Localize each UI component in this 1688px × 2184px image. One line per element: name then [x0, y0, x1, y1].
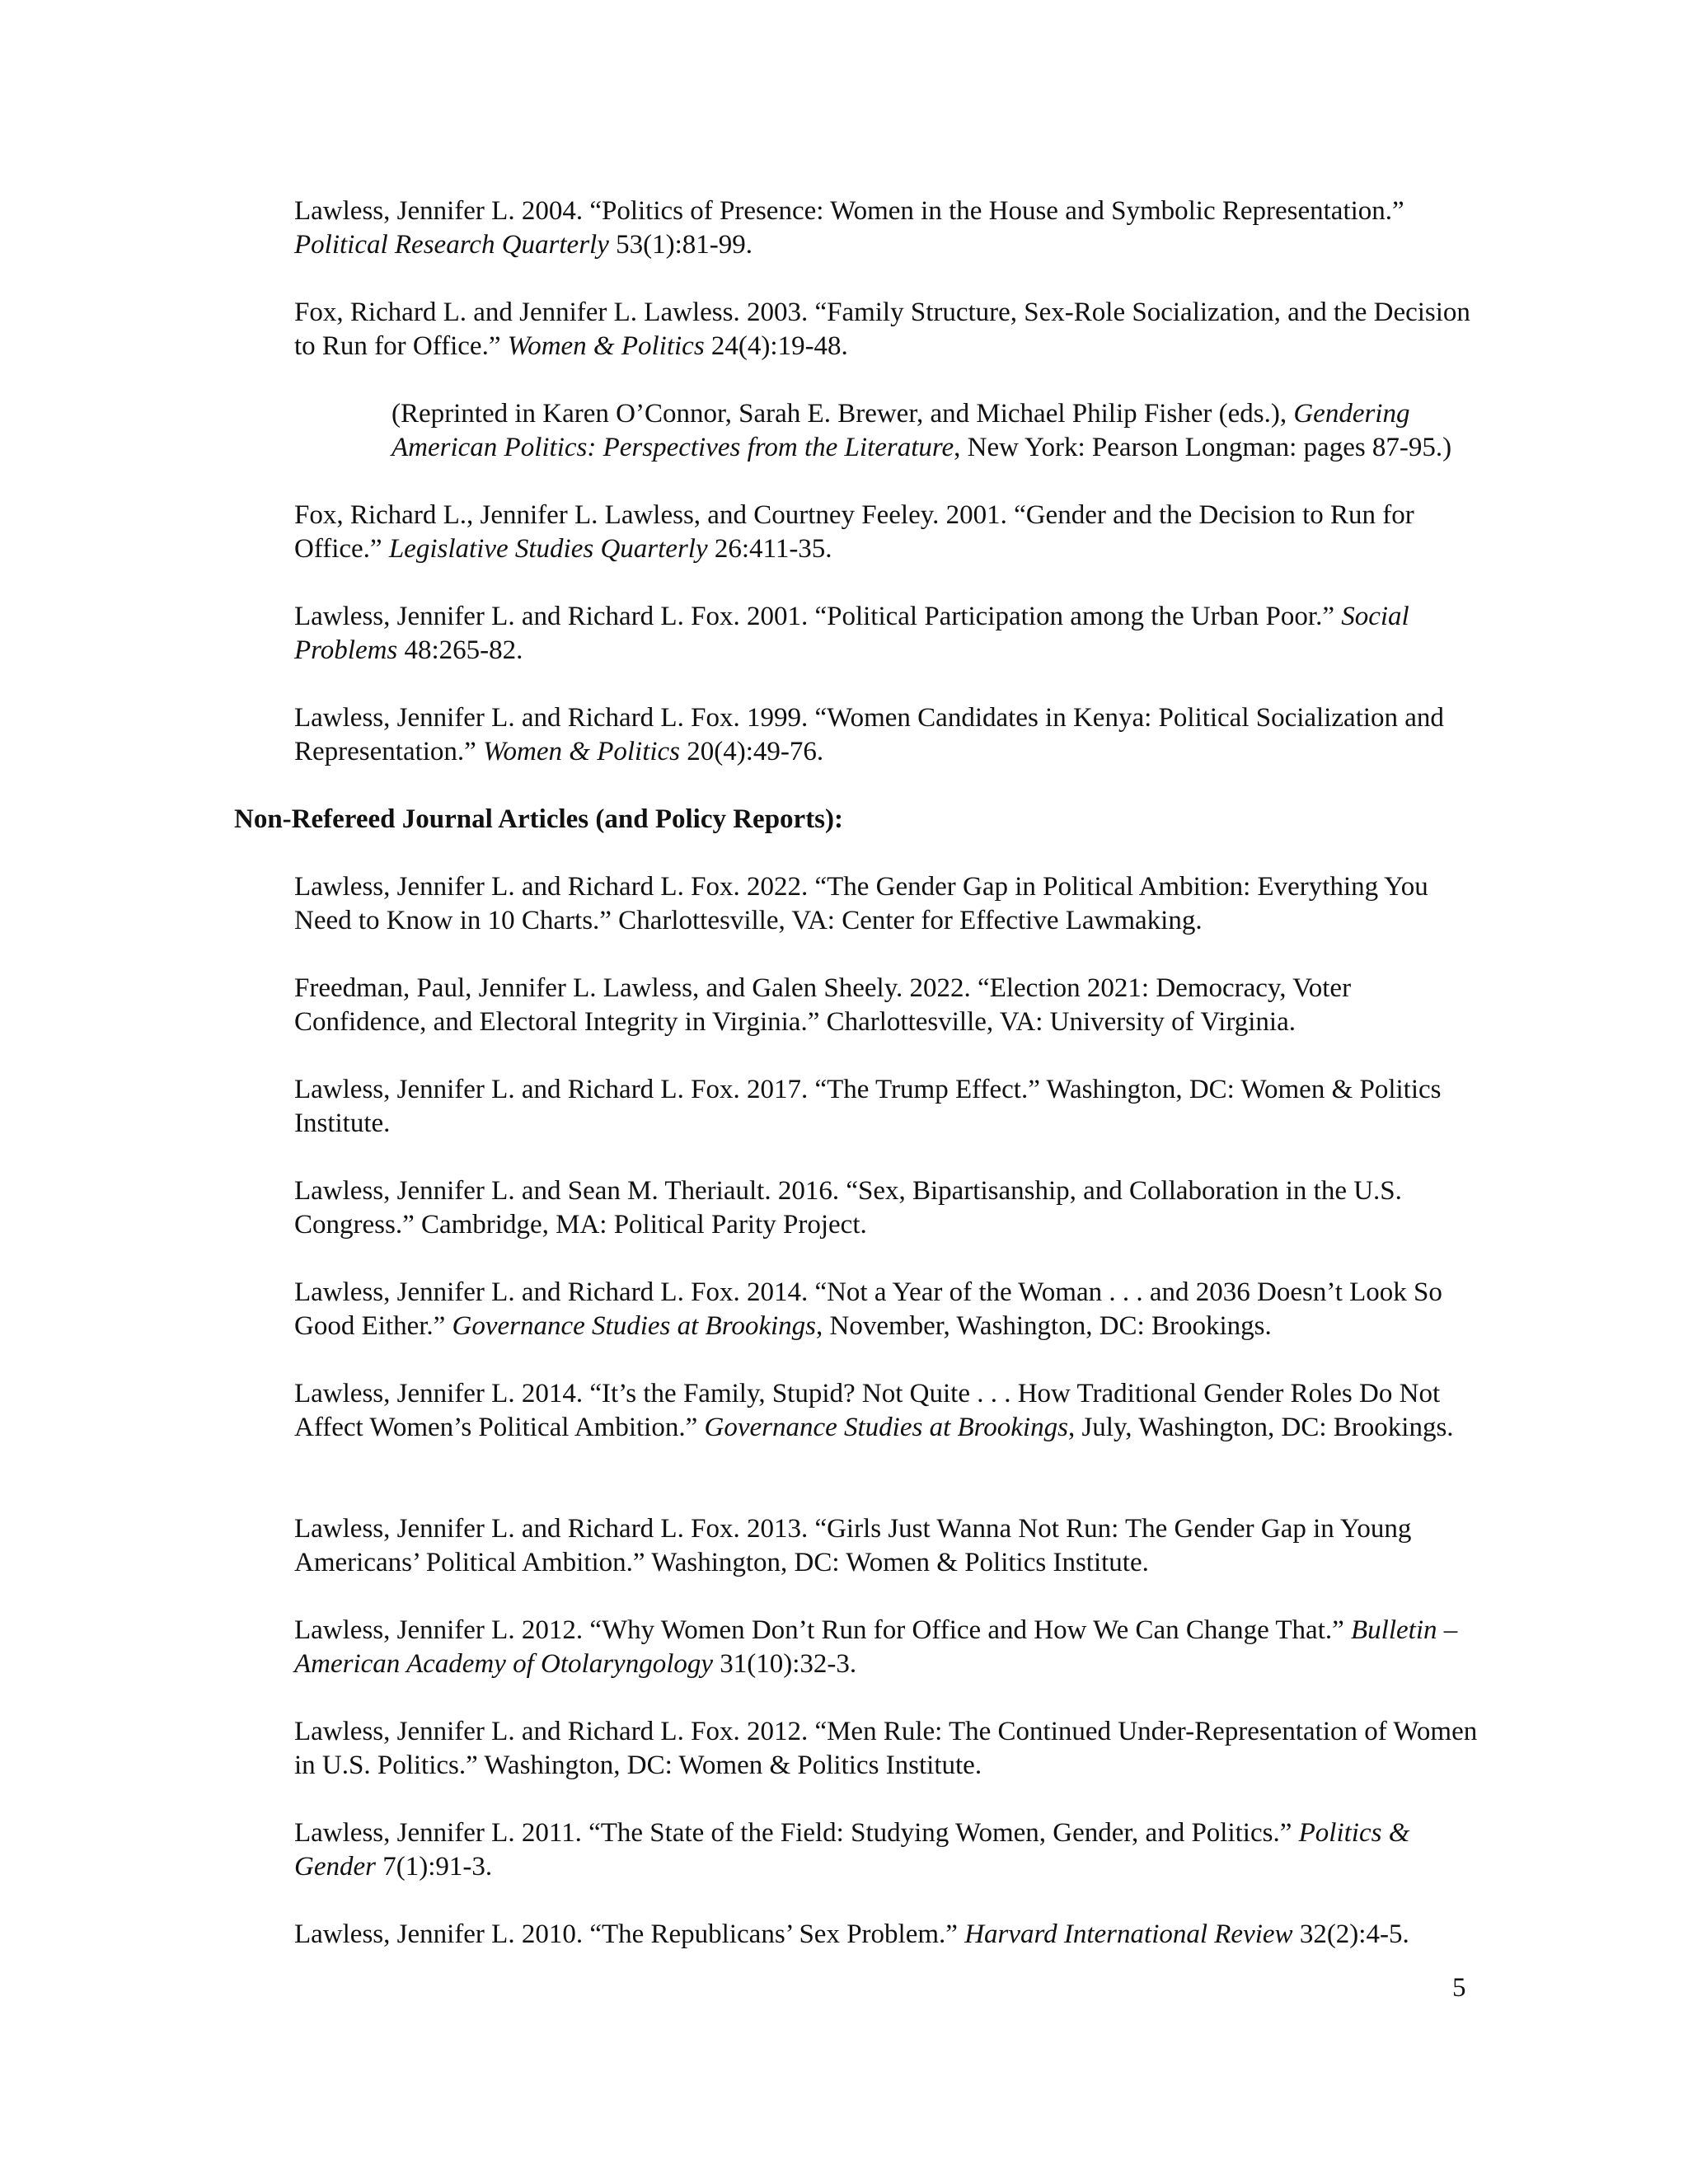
citation-entry	[294, 1512, 1481, 1580]
citation-entry	[294, 1377, 1481, 1445]
journal-title: Politics & Gender	[294, 1818, 1410, 1882]
citation-text: Lawless, Jennifer L. 2014. “It’s the Family, Stupid? Not Quite . . . How Traditional Gender Roles Do Not Affect Women’s Political Ambition.”	[294, 1379, 1441, 1442]
citation-details: 7(1):91-3.	[375, 1852, 493, 1882]
citation-entry	[294, 1276, 1481, 1343]
citation-entry	[294, 1816, 1481, 1884]
journal-title: Women & Politics	[507, 331, 705, 361]
journal-title: Political Research Quarterly	[294, 230, 609, 260]
citation-entry	[294, 194, 1481, 262]
citation-text: Lawless, Jennifer L. and Richard L. Fox. 2012. “Men Rule: The Continued Under-Representation of Women in U.S. Politics.” Washington, DC: Women & Politics Institute.	[294, 1717, 1478, 1780]
citation-text: Lawless, Jennifer L. 2010. “The Republicans’ Sex Problem.”	[294, 1919, 965, 1949]
citation-text: (Reprinted in Karen O’Connor, Sarah E. Brewer, and Michael Philip Fisher (eds.),	[392, 399, 1294, 429]
citation-text: Lawless, Jennifer L. and Richard L. Fox. 2013. “Girls Just Wanna Not Run: The Gender Gap in Young Americans’ Political Ambition.” Washington, DC: Women & Politics Institute.	[294, 1514, 1412, 1577]
citation-entry	[294, 1174, 1481, 1242]
citation-text: Lawless, Jennifer L. and Richard L. Fox. 2017. “The Trump Effect.” Washington, DC: Women & Politics Institute.	[294, 1075, 1442, 1138]
journal-title: Governance Studies at Brookings	[704, 1413, 1068, 1442]
page-number: 5	[1452, 1973, 1466, 2003]
citation-text: Lawless, Jennifer L. and Sean M. Theriault. 2016. “Sex, Bipartisanship, and Collaboration in the U.S. Congress.” Cambridge, MA: Political Parity Project.	[294, 1176, 1402, 1240]
section-heading: Non-Refereed Journal Articles (and Policy Reports):	[234, 804, 844, 834]
citation-details: 31(10):32-3.	[713, 1649, 857, 1679]
citation-entry	[294, 600, 1481, 668]
citation-entry	[294, 870, 1481, 938]
citation-details: 26:411-35.	[707, 534, 832, 564]
citation-text: Fox, Richard L. and Jennifer L. Lawless. 2003. “Family Structure, Sex-Role Socialization, and the Decision to Run for Office.”	[294, 298, 1470, 361]
citation-text: Fox, Richard L., Jennifer L. Lawless, and Courtney Feeley. 2001. “Gender and the Decision to Run for Office.”	[294, 500, 1414, 564]
journal-title: Women & Politics	[483, 737, 681, 766]
citation-text: Freedman, Paul, Jennifer L. Lawless, and Galen Sheely. 2022. “Election 2021: Democracy, Voter Confidence, and Electoral Integrity in Virginia.” Charlottesville, VA: University of Virginia.	[294, 973, 1352, 1037]
citation-text: Lawless, Jennifer L. and Richard L. Fox. 2001. “Political Participation among the Urban Poor.”	[294, 602, 1342, 631]
journal-title: Governance Studies at Brookings	[452, 1311, 816, 1341]
journal-title: Legislative Studies Quarterly	[388, 534, 708, 564]
citation-details: , New York: Pearson Longman: pages 87-95.)	[954, 433, 1452, 462]
citation-entry	[294, 1073, 1481, 1141]
journal-title: Harvard International Review	[964, 1919, 1293, 1949]
citation-details: 32(2):4-5.	[1292, 1919, 1409, 1949]
citation-entry	[294, 972, 1481, 1039]
citation-details: 20(4):49-76.	[680, 737, 824, 766]
citation-text: Lawless, Jennifer L. and Richard L. Fox. 1999. “Women Candidates in Kenya: Political Socialization and Representation.”	[294, 703, 1444, 766]
citation-entry	[294, 296, 1481, 363]
citation-entry	[294, 499, 1481, 566]
citation-details: , July, Washington, DC: Brookings.	[1067, 1413, 1454, 1442]
reprint-note	[392, 397, 1484, 465]
citation-entry	[294, 1715, 1481, 1783]
citation-details: 48:265-82.	[397, 635, 523, 665]
citation-entry	[294, 1918, 1481, 1952]
citation-details: 24(4):19-48.	[704, 331, 848, 361]
citation-entry	[294, 1614, 1481, 1681]
citation-details: 53(1):81-99.	[608, 230, 753, 260]
citation-text: Lawless, Jennifer L. 2011. “The State of the Field: Studying Women, Gender, and Politics.”	[294, 1818, 1299, 1848]
citation-text: Lawless, Jennifer L. 2012. “Why Women Don’t Run for Office and How We Can Change That.”	[294, 1615, 1352, 1645]
book-title: Gendering American Politics: Perspectives from the Literature	[392, 399, 1410, 462]
citation-text: Lawless, Jennifer L. 2004. “Politics of Presence: Women in the House and Symbolic Representation.”	[294, 196, 1404, 226]
citation-text: Lawless, Jennifer L. and Richard L. Fox. 2022. “The Gender Gap in Political Ambition: Everything You Need to Know in 10 Charts.” Charlottesville, VA: Center for Effective Lawmaking.	[294, 872, 1428, 935]
journal-title: Bulletin – American Academy of Otolaryngology	[294, 1615, 1458, 1679]
citation-entry	[294, 701, 1481, 769]
citation-text: Lawless, Jennifer L. and Richard L. Fox. 2014. “Not a Year of the Woman . . . and 2036 Doesn’t Look So Good Either.”	[294, 1277, 1442, 1341]
journal-title: Social Problems	[294, 602, 1409, 665]
citation-details: , November, Washington, DC: Brookings.	[816, 1311, 1272, 1341]
